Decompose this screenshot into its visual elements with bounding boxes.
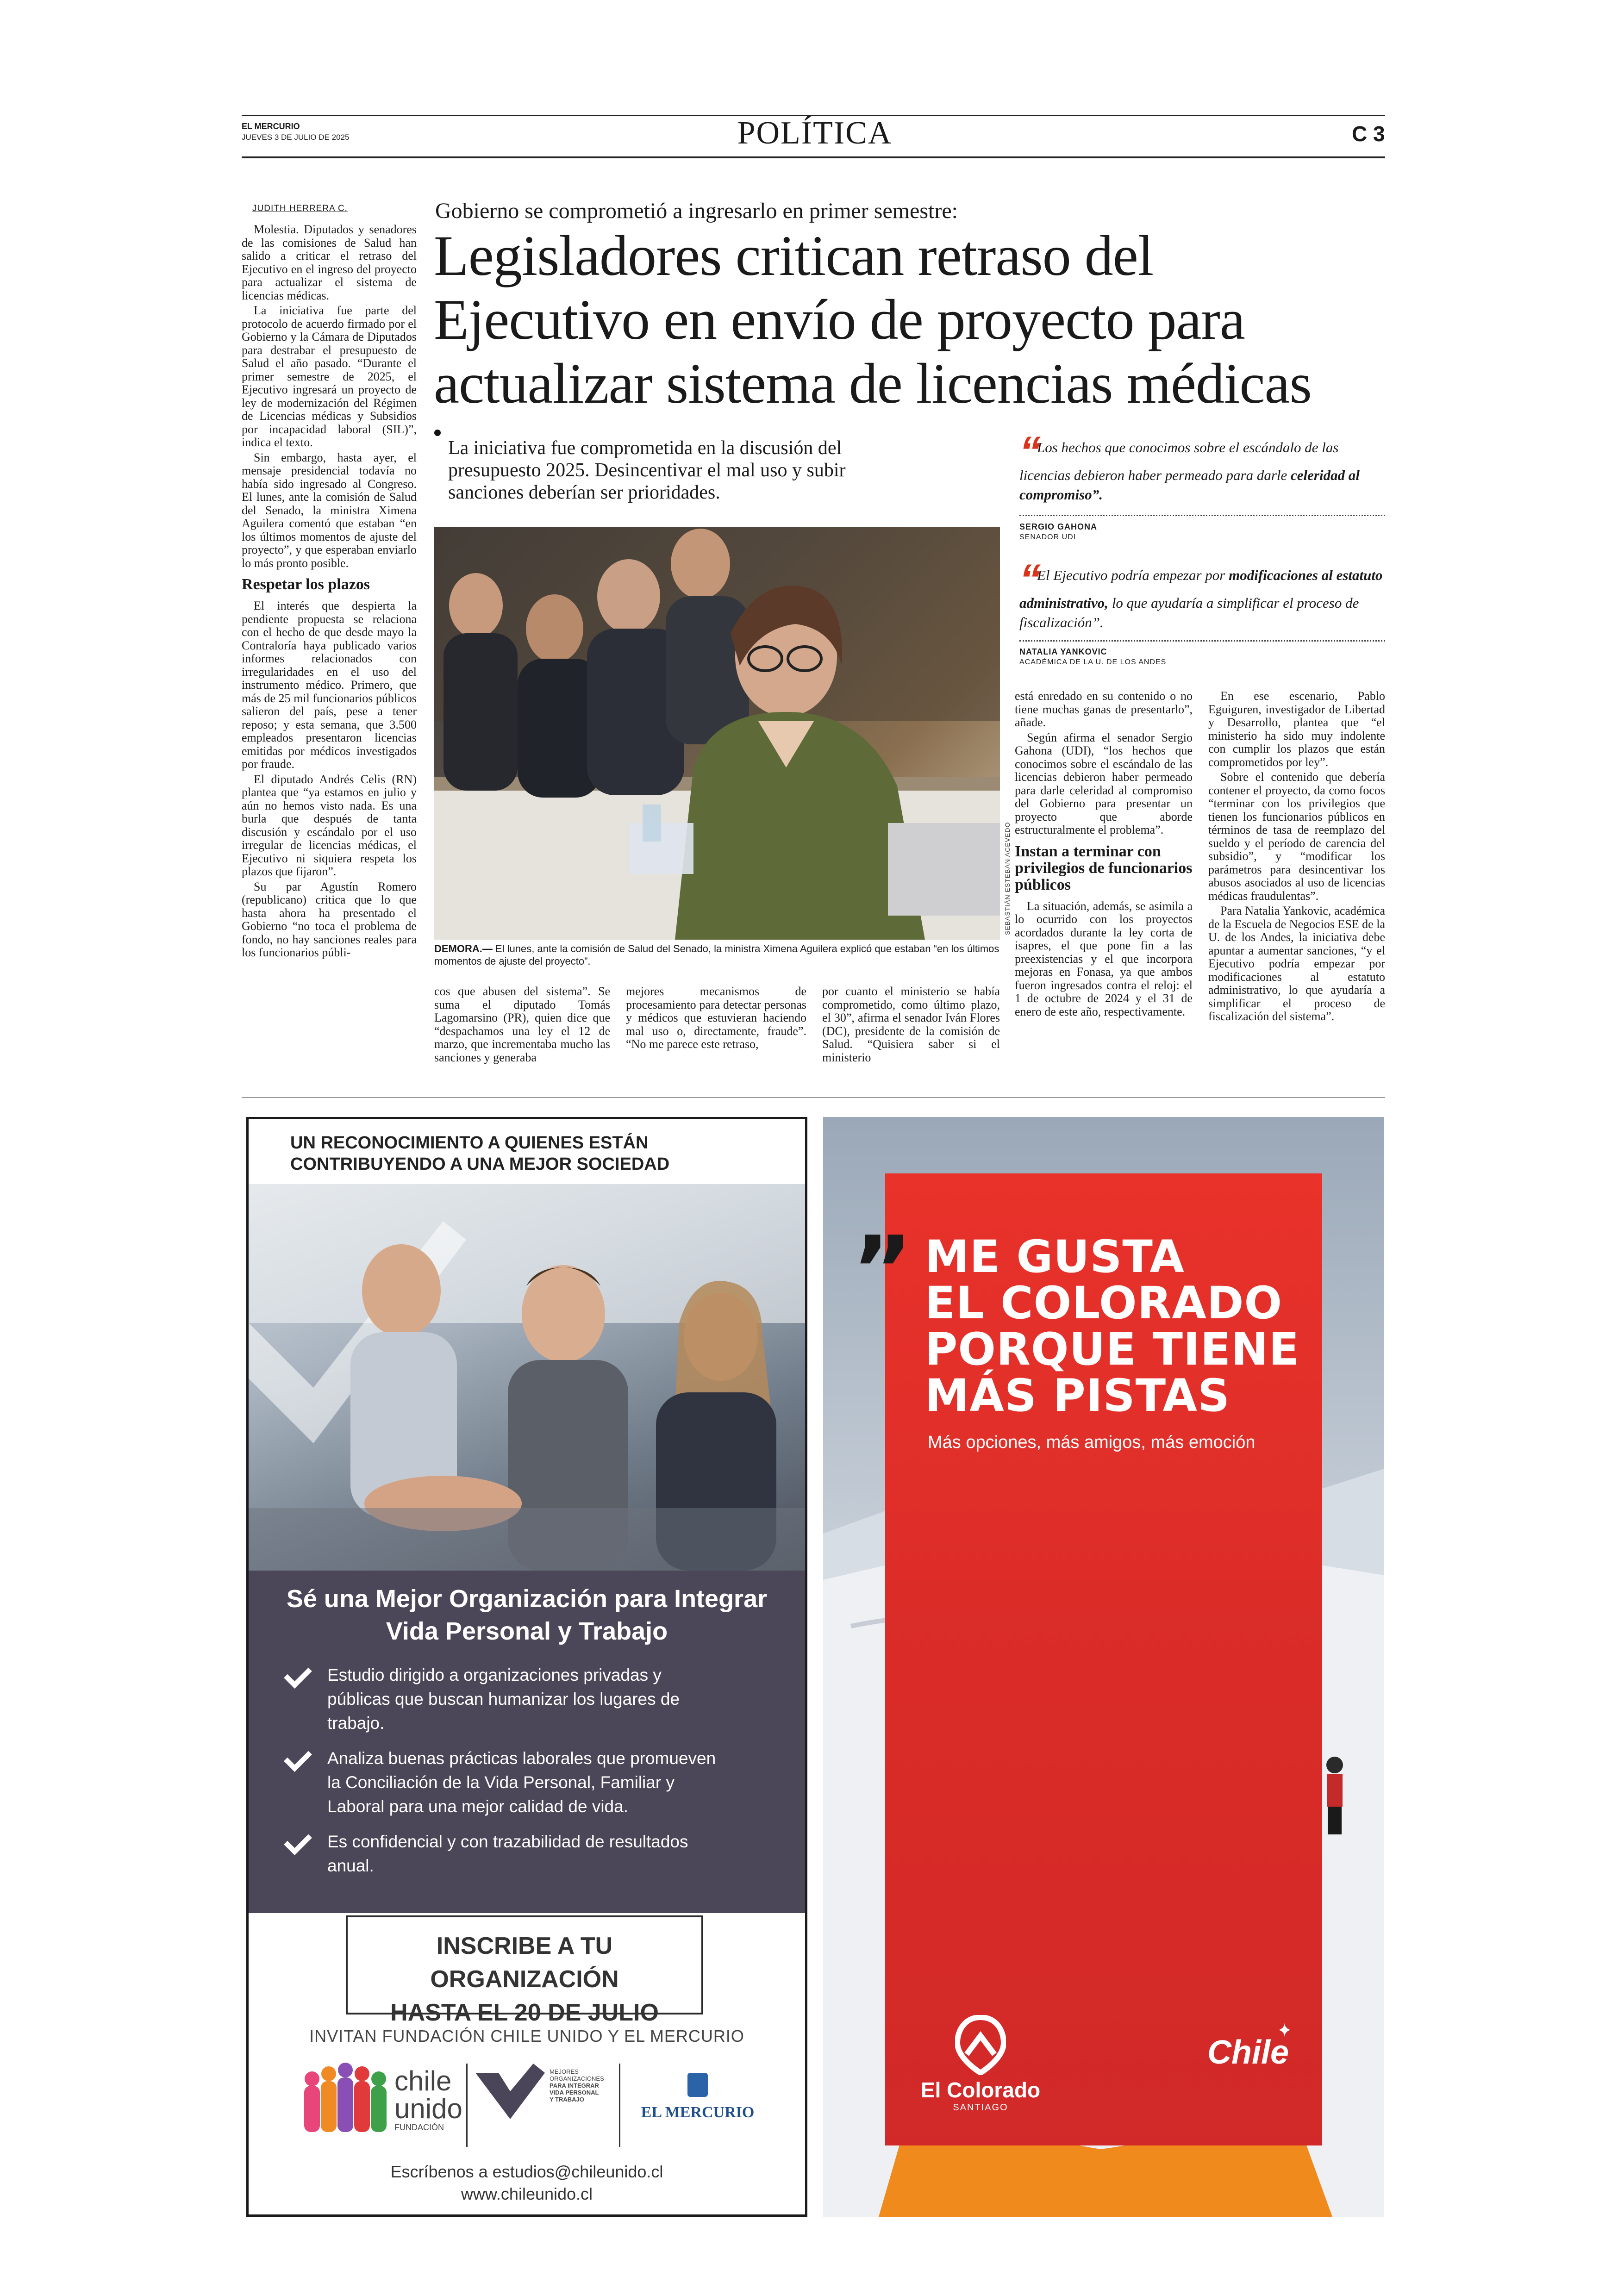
section-title: POLÍTICA [737, 115, 893, 151]
headline-line: Legisladores critican retraso del [434, 224, 1154, 287]
page-number: C 3 [1352, 122, 1385, 146]
paragraph: por cuanto el ministerio se había comprometido, como último plazo, el 30”, afirma el senador Iván Flores (DC), presidente de la comisión de Salud. “Quisiera saber si el ministerio [822, 985, 1000, 1064]
quote-mark-icon: “ [1019, 556, 1034, 603]
article-column-2 [434, 985, 610, 1066]
paragraph: Molestia. Diputados y senadores de las comisiones de Salud han salido a criticar el retraso del Ejecutivo en el ingreso del proyecto para actualizar el sistema de licencias médicas. [242, 223, 417, 302]
caption-lead: DEMORA.— [434, 943, 493, 954]
paragraph: La situación, además, se asimila a lo ocurrido con los proyectos acordados durante la ley corta de isapres, el que pone fin a las preexistencias y el que incorpora mejoras en Fonasa, ya que ambos fueron ingresados contra el reloj: el 1 de octubre de 2024 y el 31 de enero de este año, respectivamente. [1015, 899, 1193, 1018]
headline-line: actualizar sistema de licencias médicas [434, 352, 1312, 415]
photo-illustration [434, 527, 1000, 940]
bajada-line: La iniciativa fue comprometida en la discusión del [448, 437, 842, 459]
paragraph: Sin embargo, hasta ayer, el mensaje presidencial todavía no había sido ingresado al Congreso. El lunes, ante la comisión de Salud del Senado, la ministra Ximena Aguilera comentó que estaban “en los últimos momentos de ajuste del proyecto”, y que esperaban enviarlo lo más pronto posible. [242, 450, 417, 570]
contact-email-link[interactable]: Escríbenos a estudios@chileunido.cl [390, 2162, 663, 2181]
team-photo-illustration [249, 1184, 805, 1571]
ad-item: Es confidencial y con trazabilidad de resultados anual. [286, 1830, 786, 1878]
paragraph: Según afirma el senador Sergio Gahona (UDI), “los hechos que conocimos sobre el escándalo de las licencias debieron haber permeado para darle celeridad al compromiso del Gobierno para presentar un proyecto que aborde estructuralmente el problema”. [1015, 730, 1193, 836]
bajada [448, 437, 1004, 504]
paragraph: La iniciativa fue parte del protocolo de acuerdo firmado por el Gobierno y la Cámara de Diputados para destrabar el presupuesto de Salud el año pasado. “Durante el primer semestre de 2025, el Ejecutivo ingresará un proyecto de ley de modernización del Régimen de Licencias médicas y Subsidios por incapacidad laboral (SIL)”, indica el texto. [242, 304, 417, 449]
bajada-line: presupuesto 2025. Desincentivar el mal uso y subir [448, 460, 846, 481]
chile-unido-wordmark: chile unido FUNDACIÓN [394, 2065, 462, 2132]
article-column-5 [1015, 690, 1193, 1020]
quote-1: “ Los hechos que conocimos sobre el escándalo de las licencias debieron haber permeado para darle celeridad al compromiso”. [1019, 428, 1360, 503]
article-column-4 [822, 985, 1000, 1066]
bullet-dot [434, 430, 441, 436]
paragraph: mejores mecanismos de procesamiento para detectar personas y médicos que estuvieran haciendo mal uso o, directamente, fraude”. “No me parece este retraso, [626, 985, 806, 1051]
paragraph: Sobre el contenido que debería contener el proyecto, da como focos “terminar con los privilegios que tienen los funcionarios públicos en términos de tasa de reemplazo del sueldo y el período de carencia del subsidio”, y “modificar los parámetros para desincentivar los abusos asociados al uso de licencias médicas fraudulentas”. [1208, 770, 1385, 903]
ad-item: Analiza buenas prácticas laborales que promueven la Conciliación de la Vida Personal, Familiar y Laboral para una mejor calidad de vida. [286, 1746, 786, 1819]
ad-tagline: UN RECONOCIMIENTO A QUIENES ESTÁN CONTRIBUYENDO A UNA MEJOR SOCIEDAD [290, 1133, 670, 1174]
ad-subtitle: Más opciones, más amigos, más emoción [928, 1433, 1255, 1452]
quote-2-role: ACADÉMICA DE LA U. DE LOS ANDES [1019, 658, 1167, 666]
star-icon: ✦ [1277, 2020, 1293, 2041]
quote-1-role: SENADOR UDI [1019, 533, 1076, 541]
people-logo-icon [304, 2058, 392, 2137]
subhead: Instan a terminar con privilegios de funcionarios públicos [1015, 842, 1193, 893]
ad-chile-unido[interactable] [246, 1117, 807, 2217]
ad-separator-rule [242, 1097, 1385, 1098]
brand-location: SANTIAGO [953, 2102, 1008, 2113]
chile-brand-logo [1207, 2020, 1293, 2071]
logo-divider [619, 2064, 620, 2147]
paragraph: En ese escenario, Pablo Eguiguren, investigador de Libertad y Desarrollo, plantea que “el ministerio ha sido muy indolente con cumplir los plazos que están comprometidos por ley”. [1208, 689, 1385, 769]
ad-item: Estudio dirigido a organizaciones privadas y públicas que buscan humanizar los lugares de trabajo. [286, 1663, 786, 1735]
kicker: Gobierno se comprometió a ingresarlo en primer semestre: [435, 199, 958, 223]
headline-line: Ejecutivo en envío de proyecto para [434, 288, 1245, 351]
quote-divider [1019, 640, 1385, 642]
ad-invitation: INVITAN FUNDACIÓN CHILE UNIDO Y EL MERCURIO [309, 2027, 744, 2046]
article-column-3 [626, 985, 806, 1053]
byline: JUDITH HERRERA C. [252, 204, 348, 213]
quote-1-name: SERGIO GAHONA [1019, 522, 1098, 531]
article-column-1 [242, 223, 417, 961]
checkmark-icon [284, 1744, 312, 1772]
masthead-rule [242, 156, 1385, 158]
photo-credit: SEBASTIÁN ESTEBAN ACEVEDO [1004, 822, 1011, 935]
ad-el-colorado[interactable] [823, 1117, 1384, 2217]
ad-title: Sé una Mejor Organización para Integrar Vida Personal y Trabajo [286, 1585, 768, 1645]
article-column-6 [1208, 690, 1385, 1025]
mountain-pin-icon [955, 2015, 1006, 2075]
brand-name: El Colorado [920, 2078, 1041, 2102]
quote-2: “ El Ejecutivo podría empezar por modificaciones al estatuto administrativo, lo que ayudaría a simplificar el proceso de fiscalización”. [1019, 556, 1383, 630]
paragraph: cos que abusen del sistema”. Se suma el diputado Tomás Lagomarsino (PR), quien dice que “despachamos una ley el 12 de marzo, que incrementaba mucho las sanciones y generaba [434, 985, 610, 1064]
ad-photo [249, 1184, 805, 1571]
check-badge-icon [475, 2064, 545, 2128]
paragraph: está enredado en su contenido o no tiene muchas ganas de presentarlo”, añade. [1015, 689, 1193, 729]
headline [434, 224, 1387, 416]
issue-date: JUEVES 3 DE JULIO DE 2025 [242, 133, 350, 142]
chile-wordmark: Chile [1207, 2034, 1289, 2071]
paragraph: Para Natalia Yankovic, académica de la Escuela de Negocios ESE de la U. de los Andes, la iniciativa debe apuntar a aumentar sanciones, “y el Ejecutivo podría empezar por modificaciones al estatuto administrativo, lo que ayudaría a simplificar el proceso de fiscalización del sistema”. [1208, 904, 1385, 1023]
paper-name: EL MERCURIO [242, 122, 300, 131]
el-mercurio-logo: EL MERCURIO [628, 2073, 767, 2121]
quote-mark-icon: ” [852, 1216, 913, 1324]
ad-info-panel [249, 1571, 805, 1913]
checkmark-icon [284, 1660, 312, 1689]
el-colorado-logo [911, 2015, 1050, 2113]
checkmark-icon [284, 1827, 312, 1855]
photo-caption [434, 942, 1000, 967]
mejores-organizaciones-logo: MEJORES ORGANIZACIONES PARA INTEGRAR VIDA PERSONAL Y TRABAJO [475, 2064, 628, 2147]
paragraph: El diputado Andrés Celis (RN) plantea que “ya estamos en julio y aún no hemos visto nada. Es una burla que después de tanta discusión y escándalo por el uso irregular de licencias médicas, el Ejecutivo ni siquiera respeta los plazos que fijaron”. [242, 772, 417, 878]
paragraph: El interés que despierta la pendiente propuesta se relaciona con el hecho de que desde mayo la Contraloría haya publicado varios informes relacionados con irregularidades en el uso del instrumento médico. Primero, que más de 25 mil funcionarios públicos salieron del país, pese a tener reposo; y esta semana, que 3.500 empleados presentaron licencias emitidas por médicos investigados por fraude. [242, 599, 417, 771]
ad-contact [249, 2161, 805, 2205]
ad-headline: ME GUSTA EL COLORADO PORQUE TIENE MÁS PISTAS [925, 1231, 1300, 1422]
quote-2-name: NATALIA YANKOVIC [1019, 647, 1107, 656]
paragraph: Su par Agustín Romero (republicano) critica que lo que hasta ahora ha presentado el Gobierno “no toca el problema de fondo, no hay sanciones reales para los funcionarios públi- [242, 879, 417, 959]
website-link[interactable]: www.chileunido.cl [461, 2184, 593, 2203]
bajada-line: sanciones deberían ser prioridades. [448, 482, 720, 503]
quote-mark-icon: “ [1019, 428, 1034, 475]
quote-divider [1019, 515, 1385, 516]
caption-text: El lunes, ante la comisión de Salud del Senado, la ministra Ximena Aguilera explicó que estaban “en los últimos momentos de ajuste del proyecto”. [434, 943, 999, 967]
logo-divider [466, 2064, 468, 2147]
article-photo [434, 527, 1000, 940]
subhead: Respetar los plazos [242, 576, 370, 593]
mercurio-emblem-icon [687, 2073, 708, 2097]
register-cta-button[interactable]: INSCRIBE A TU ORGANIZACIÓN HASTA EL 20 DE JULIO [346, 1915, 703, 2014]
